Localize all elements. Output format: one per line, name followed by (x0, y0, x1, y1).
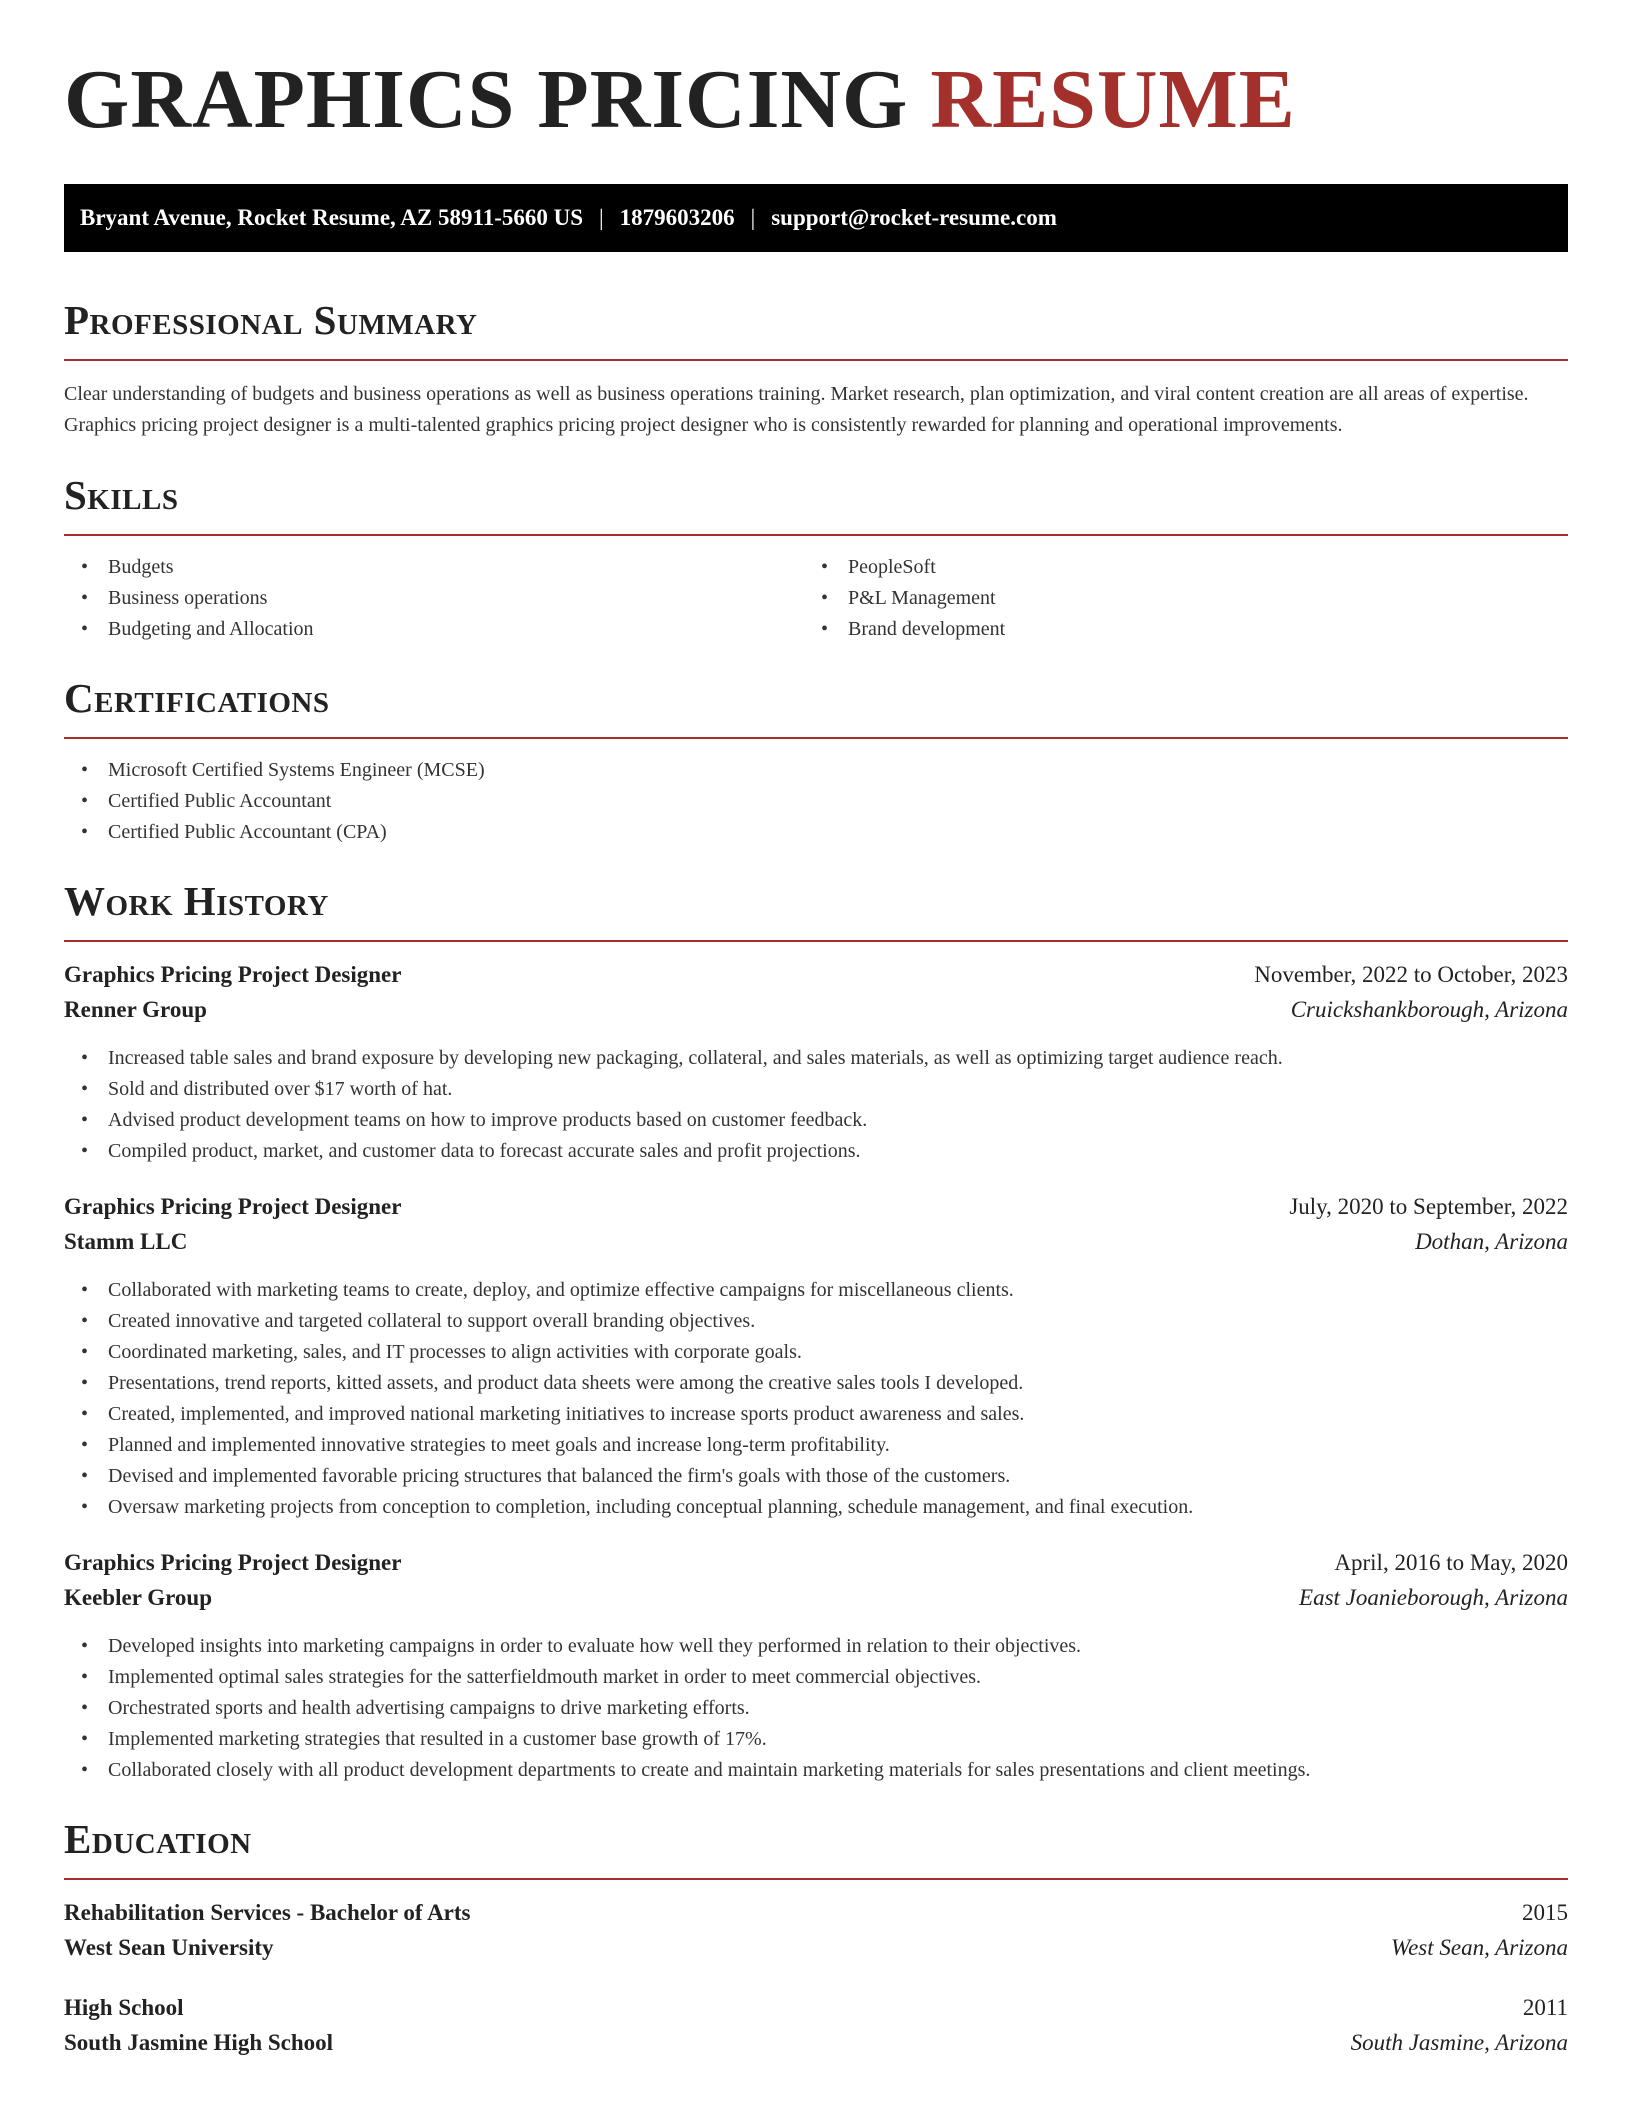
skills-list-left (64, 552, 804, 645)
job-bullet: • Coordinated marketing, sales, and IT processes to align activities with corporate goals. (64, 1337, 1568, 1368)
section-divider (64, 1878, 1568, 1880)
job-bullet: • Developed insights into marketing campaigns in order to evaluate how well they performed in relation to their objectives. (64, 1631, 1568, 1662)
job-bullet: • Devised and implemented favorable pricing structures that balanced the firm's goals with those of the customers. (64, 1461, 1568, 1492)
skill-item: • Budgets (64, 552, 804, 583)
job-bullet: • Presentations, trend reports, kitted assets, and product data sheets were among the creative sales tools I developed. (64, 1368, 1568, 1399)
resume-title (64, 0, 1568, 146)
education-entry (64, 1995, 1568, 2056)
section-heading-skills: Skills (64, 472, 179, 518)
job-company-row (64, 997, 1568, 1023)
job-bullet: • Orchestrated sports and health advertising campaigns to drive marketing efforts. (64, 1693, 1568, 1724)
job-header-row (64, 1194, 1568, 1220)
job-dates: July, 2020 to September, 2022 (1289, 1194, 1568, 1219)
job-bullets (64, 1631, 1568, 1786)
job-location: Cruickshankborough, Arizona (1290, 997, 1568, 1022)
title-main: GRAPHICS PRICING (64, 53, 909, 146)
section-heading-work-history: Work History (64, 878, 329, 924)
education-location: South Jasmine, Arizona (1350, 2030, 1568, 2055)
section-heading-certifications: Certifications (64, 675, 330, 721)
job-company: Stamm LLC (64, 1229, 188, 1254)
certifications-list (64, 755, 1568, 848)
section-divider (64, 940, 1568, 942)
education-school-row (64, 2030, 1568, 2056)
education-school: West Sean University (64, 1935, 274, 1960)
work-history-section (64, 878, 1568, 1786)
skill-item: • PeopleSoft (804, 552, 1544, 583)
job-bullet: • Implemented marketing strategies that resulted in a customer base growth of 17%. (64, 1724, 1568, 1755)
job-location: Dothan, Arizona (1415, 1229, 1568, 1254)
job-bullets (64, 1275, 1568, 1523)
job-bullet: • Created, implemented, and improved national marketing initiatives to increase sports product awareness and sales. (64, 1399, 1568, 1430)
job-location: East Joanieborough, Arizona (1299, 1585, 1568, 1610)
job-bullet: • Increased table sales and brand exposure by developing new packaging, collateral, and sales materials, as well as optimizing target audience reach. (64, 1043, 1568, 1074)
job-bullet: • Advised product development teams on how to improve products based on customer feedback. (64, 1105, 1568, 1136)
job-bullets (64, 1043, 1568, 1167)
education-location: West Sean, Arizona (1391, 1935, 1568, 1960)
section-heading-education: Education (64, 1816, 252, 1862)
job-company-row (64, 1585, 1568, 1611)
job-entry (64, 1550, 1568, 1786)
contact-address: Bryant Avenue, Rocket Resume, AZ 58911-5660 US (80, 205, 584, 230)
skill-item: • Business operations (64, 583, 804, 614)
education-school: South Jasmine High School (64, 2030, 334, 2055)
education-year: 2015 (1522, 1900, 1568, 1925)
certifications-section (64, 675, 1568, 848)
education-degree: Rehabilitation Services - Bachelor of Arts (64, 1900, 471, 1925)
job-company: Keebler Group (64, 1585, 213, 1610)
skill-item: • Budgeting and Allocation (64, 614, 804, 645)
job-dates: April, 2016 to May, 2020 (1334, 1550, 1568, 1575)
job-entry (64, 962, 1568, 1167)
skills-list-right (804, 552, 1544, 645)
job-title: Graphics Pricing Project Designer (64, 1550, 402, 1575)
contact-separator: | (750, 205, 756, 230)
job-header-row (64, 962, 1568, 988)
certification-item: • Certified Public Accountant (CPA) (64, 817, 1568, 848)
education-degree-row (64, 1995, 1568, 2021)
section-divider (64, 737, 1568, 739)
contact-email: support@rocket-resume.com (771, 205, 1057, 230)
title-accent: RESUME (930, 53, 1296, 146)
summary-section (64, 297, 1568, 441)
job-bullet: • Implemented optimal sales strategies for the satterfieldmouth market in order to meet commercial objectives. (64, 1662, 1568, 1693)
job-company: Renner Group (64, 997, 207, 1022)
education-year: 2011 (1522, 1995, 1568, 2020)
contact-separator: | (599, 205, 604, 230)
contact-phone: 1879603206 (619, 205, 735, 230)
education-entry (64, 1900, 1568, 1961)
job-company-row (64, 1229, 1568, 1255)
job-dates: November, 2022 to October, 2023 (1254, 962, 1568, 987)
summary-text: Clear understanding of budgets and business operations as well as business operations training. Market research, plan optimization, and viral content creation are all areas of expertise. Graphics pricing project designer is a multi-talented graphics pricing project designer who is consistently rewarded for planning and operational improvements. (64, 383, 1529, 436)
section-divider (64, 359, 1568, 361)
skill-item: • Brand development (804, 614, 1544, 645)
education-school-row (64, 1935, 1568, 1961)
job-bullet: • Created innovative and targeted collateral to support overall branding objectives. (64, 1306, 1568, 1337)
education-degree: High School (64, 1995, 184, 2020)
certification-item: • Microsoft Certified Systems Engineer (MCSE) (64, 755, 1568, 786)
job-bullet: • Planned and implemented innovative strategies to meet goals and increase long-term profitability. (64, 1430, 1568, 1461)
job-title: Graphics Pricing Project Designer (64, 962, 402, 987)
job-bullet: • Compiled product, market, and customer data to forecast accurate sales and profit projections. (64, 1136, 1568, 1167)
job-bullet: • Oversaw marketing projects from conception to completion, including conceptual planning, schedule management, and final execution. (64, 1492, 1568, 1523)
skills-columns (64, 552, 1568, 645)
section-heading-summary: Professional Summary (64, 297, 478, 343)
job-bullet: • Collaborated closely with all product development departments to create and maintain marketing materials for sales presentations and client meetings. (64, 1755, 1568, 1786)
job-header-row (64, 1550, 1568, 1576)
job-bullet: • Sold and distributed over $17 worth of hat. (64, 1074, 1568, 1105)
skill-item: • P&L Management (804, 583, 1544, 614)
skills-section (64, 472, 1568, 645)
education-section (64, 1816, 1568, 2056)
section-divider (64, 534, 1568, 536)
job-bullet: • Collaborated with marketing teams to create, deploy, and optimize effective campaigns for miscellaneous clients. (64, 1275, 1568, 1306)
job-entry (64, 1194, 1568, 1523)
education-degree-row (64, 1900, 1568, 1926)
job-title: Graphics Pricing Project Designer (64, 1194, 402, 1219)
certification-item: • Certified Public Accountant (64, 786, 1568, 817)
contact-bar (64, 184, 1568, 252)
